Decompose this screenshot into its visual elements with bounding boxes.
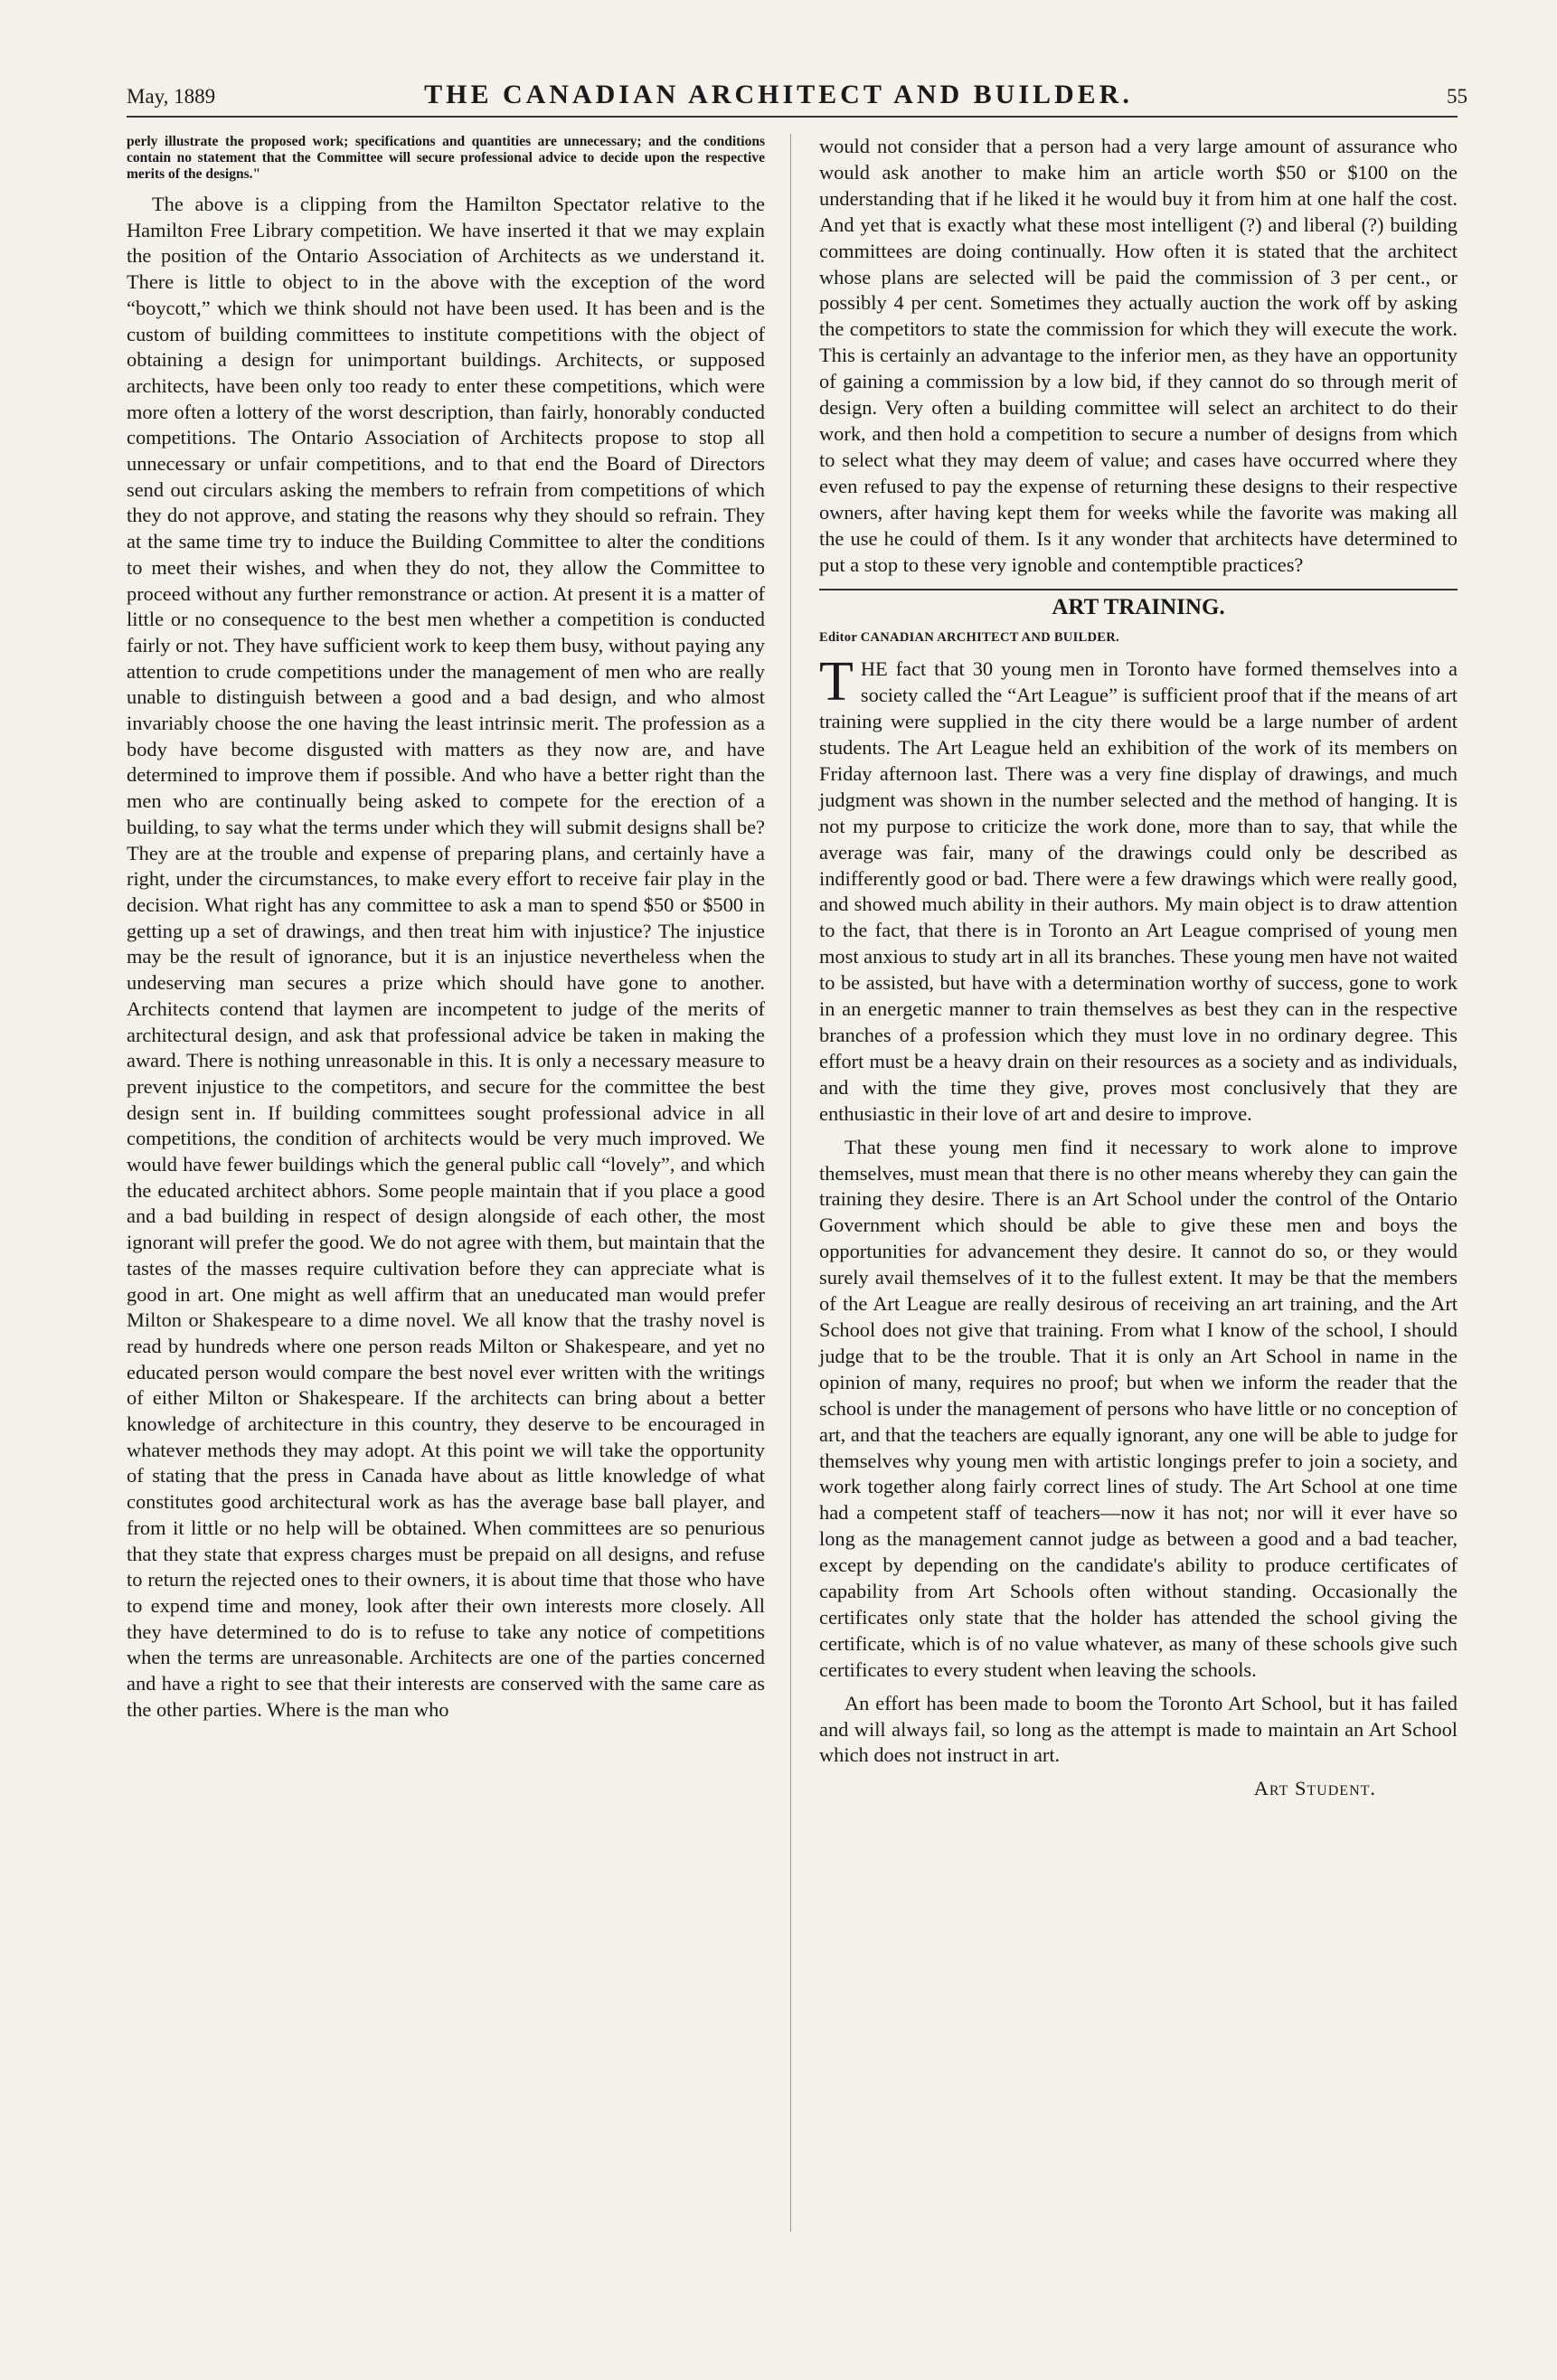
publication-title: THE CANADIAN ARCHITECT AND BUILDER. (424, 80, 1133, 109)
fine-print-paragraph: perly illustrate the proposed work; specifications and quantities are unnecessary; and the conditions contain no statement that the Committee will secure professional advice to decide upon the respective merits of the designs." (127, 134, 765, 182)
art-training-paragraph-2: That these young men find it necessary to work alone to improve themselves, must mean that there is no other means whereby they can gain the training they desire. There is an Art School under the control of the Ontario Government which should be able to give these men and boys the opportunities for advancement they desire. It cannot do so, or they would surely avail themselves of it to the fullest extent. It may be that the members of the Art League are really desirous of receiving an art training, and the Art School does not give that training. From what I know of the school, I should judge that to be the trouble. That it is only an Art School in name in the opinion of many, requires no proof; but when we inform the reader that the school is under the management of persons who have little or no conception of art, and that the teachers are equally ignorant, any one will be able to judge for themselves why young men with artistic longings prefer to join a society, and work together along fairly correct lines of study. The Art School at one time had a competent staff of teachers—now it has not; nor will it ever have so long as the management cannot judge as between a good and a bad teacher, except by depending on the candidate's ability to produce certificates of capability from Art Schools often without standing. Occasionally the certificates only state that the holder has attended the school giving the certificate, which is of no value whatever, as many of these schools give such certificates to every student when leaving the schools. (819, 1135, 1458, 1681)
page-number: 55 (1447, 85, 1467, 108)
art-training-paragraph-3: An effort has been made to boom the Toronto Art School, but it has failed and will always fail, so long as the attempt is made to maintain an Art School which does not instruct in art. (819, 1691, 1458, 1767)
signature: Art Student. (1253, 1777, 1376, 1800)
editorial-continuation: would not consider that a person had a very large amount of assurance who would ask another to make him an article worth $50 or $100 on the understanding that if he liked it he would buy it from him at one half the cost. And yet that is exactly what these most intelligent (?) and liberal (?) building committees are doing continually. How often it is stated that the architect whose plans are selected will be paid the commission of 3 per cent., or possibly 4 per cent. Sometimes they actually auction the work off by asking the competitors to state the commission for which they will execute the work. This is certainly an advantage to the inferior men, as they have an opportunity of gaining a commission by a low bid, if they cannot do so through merit of design. Very often a building committee will select an architect to do their work, and then hold a competition to secure a number of designs from which to select what they may deem of value; and cases have occurred where they even refused to pay the expense of returning these designs to their respective owners, after having kept them for weeks while the favorite was making all the use he could of them. Is it any wonder that architects have determined to put a stop to these very ignoble and contemptible practices? (819, 135, 1458, 576)
editor-line: Editor CANADIAN ARCHITECT AND BUILDER. (819, 630, 1119, 646)
issue-date: May, 1889 (127, 85, 216, 108)
editorial-paragraph: The above is a clipping from the Hamilton Spectator relative to the Hamilton Free Library competition. We have inserted it that we may explain the position of the Ontario Association of Architects as we understand it. There is little to object to in the above with the exception of the word “boycott,” which we think should not have been used. It has been and is the custom of building committees to institute competitions with the object of obtaining a design for unimportant buildings. Architects, or supposed architects, have been only too ready to enter these competitions, which were more often a lottery of the worst description, than fairly, honorably conducted competitions. The Ontario Association of Architects propose to stop all unnecessary or unfair competitions, and to that end the Board of Directors send out circulars asking the members to refrain from competitions of which they do not approve, and stating the reasons why they should so refrain. They at the same time try to induce the Building Committee to alter the conditions to meet their wishes, and when they do not, they allow the Committee to proceed without any further remonstrance or action. At present it is a matter of little or no consequence to the best men whether a competition is conducted fairly or not. They have sufficient work to keep them busy, without paying any attention to crude competitions under the management of men who are really unable to distinguish between a good and a bad design, and who almost invariably choose the one having the least intrinsic merit. The profession as a body have become disgusted with matters as they now are, and have determined to improve them if possible. And who have a better right than the men who are continually being asked to compete for the erection of a building, to say what the terms under which they will submit designs shall be? They are at the trouble and expense of preparing plans, and certainly have a right, under the circumstances, to make every effort to receive fair play in the decision. What right has any committee to ask a man to spend $50 or $500 in getting up a set of drawings, and then treat him with injustice? The injustice may be the result of ignorance, but it is an injustice nevertheless when the undeserving man secures a prize which should have gone to another. Architects contend that laymen are incompetent to judge of the merits of architectural design, and ask that professional advice be taken in making the award. There is nothing unreasonable in this. It is only a necessary measure to prevent injustice to the competitors, and secure for the committee the best design sent in. If building committees sought professional advice in all competitions, the condition of architects would be very much improved. We would have fewer buildings which the general public call “lovely”, and which the educated architect abhors. Some people maintain that if you place a good and a bad building in respect of design alongside of each other, the most ignorant will prefer the good. We do not agree with them, but maintain that the tastes of the masses require cultivation before they can appreciate what is good in art. One might as well affirm that an uneducated man would prefer Milton or Shakespeare to a dime novel. We all know that the trashy novel is read by hundreds where one person reads Milton or Shakespeare, and yet no educated person would compare the best novel ever written with the writings of either Milton or Shakespeare. If the architects can bring about a better knowledge of architecture in this country, they deserve to be encouraged in whatever methods they may adopt. At this point we will take the opportunity of stating that the press in Canada have about as little knowledge of what constitutes good architectural work as has the average base ball player, and from it little or no help will be obtained. When committees are so penurious that they state that express charges must be prepaid on all designs, and refuse to return the rejected ones to their owners, it is about time that those who have to expend time and money, look after their own interests more closely. All they have determined to do is to refuse to take any notice of competitions when the terms are unreasonable. Architects are one of the parties concerned and have a right to see that their interests are conserved with the same care as the other parties. Where is the man who (127, 193, 765, 1721)
art-training-paragraph-1 (819, 651, 1458, 1127)
left-column (127, 134, 765, 1723)
header-rule (127, 116, 1458, 118)
right-column (819, 134, 1458, 1802)
column-divider (790, 134, 791, 2232)
drop-cap: T (819, 651, 854, 713)
paragraph-1-text: HE fact that 30 young men in Toronto have formed themselves into a society called the “Art League” is sufficient proof that if the means of art training were supplied in the city there would be a large number of ardent students. The Art League held an exhibition of the work of its members on Friday afternoon last. There was a very fine display of drawings, and much judgment was shown in the number selected and the method of hanging. It is not my purpose to criticize the work done, more than to say, that while the average was fair, many of the drawings could only be described as indifferently good or bad. There were a few drawings which were really good, and showed much ability in their authors. My main object is to draw attention to the fact, that there is in Toronto an Art League comprised of young men most anxious to study art in all its branches. These young men have not waited to be assisted, but have with a determination worthy of success, gone to work in an energetic manner to train themselves as best they can in the respective branches of a profession which they must love in no ordinary degree. This effort must be a heavy drain on their resources as a society and as individuals, and with the time they give, proves most conclusively that they are enthusiastic in their love of art and desire to improve. (819, 657, 1458, 1125)
page-header (0, 80, 1557, 116)
section-title: ART TRAINING. (819, 589, 1458, 623)
